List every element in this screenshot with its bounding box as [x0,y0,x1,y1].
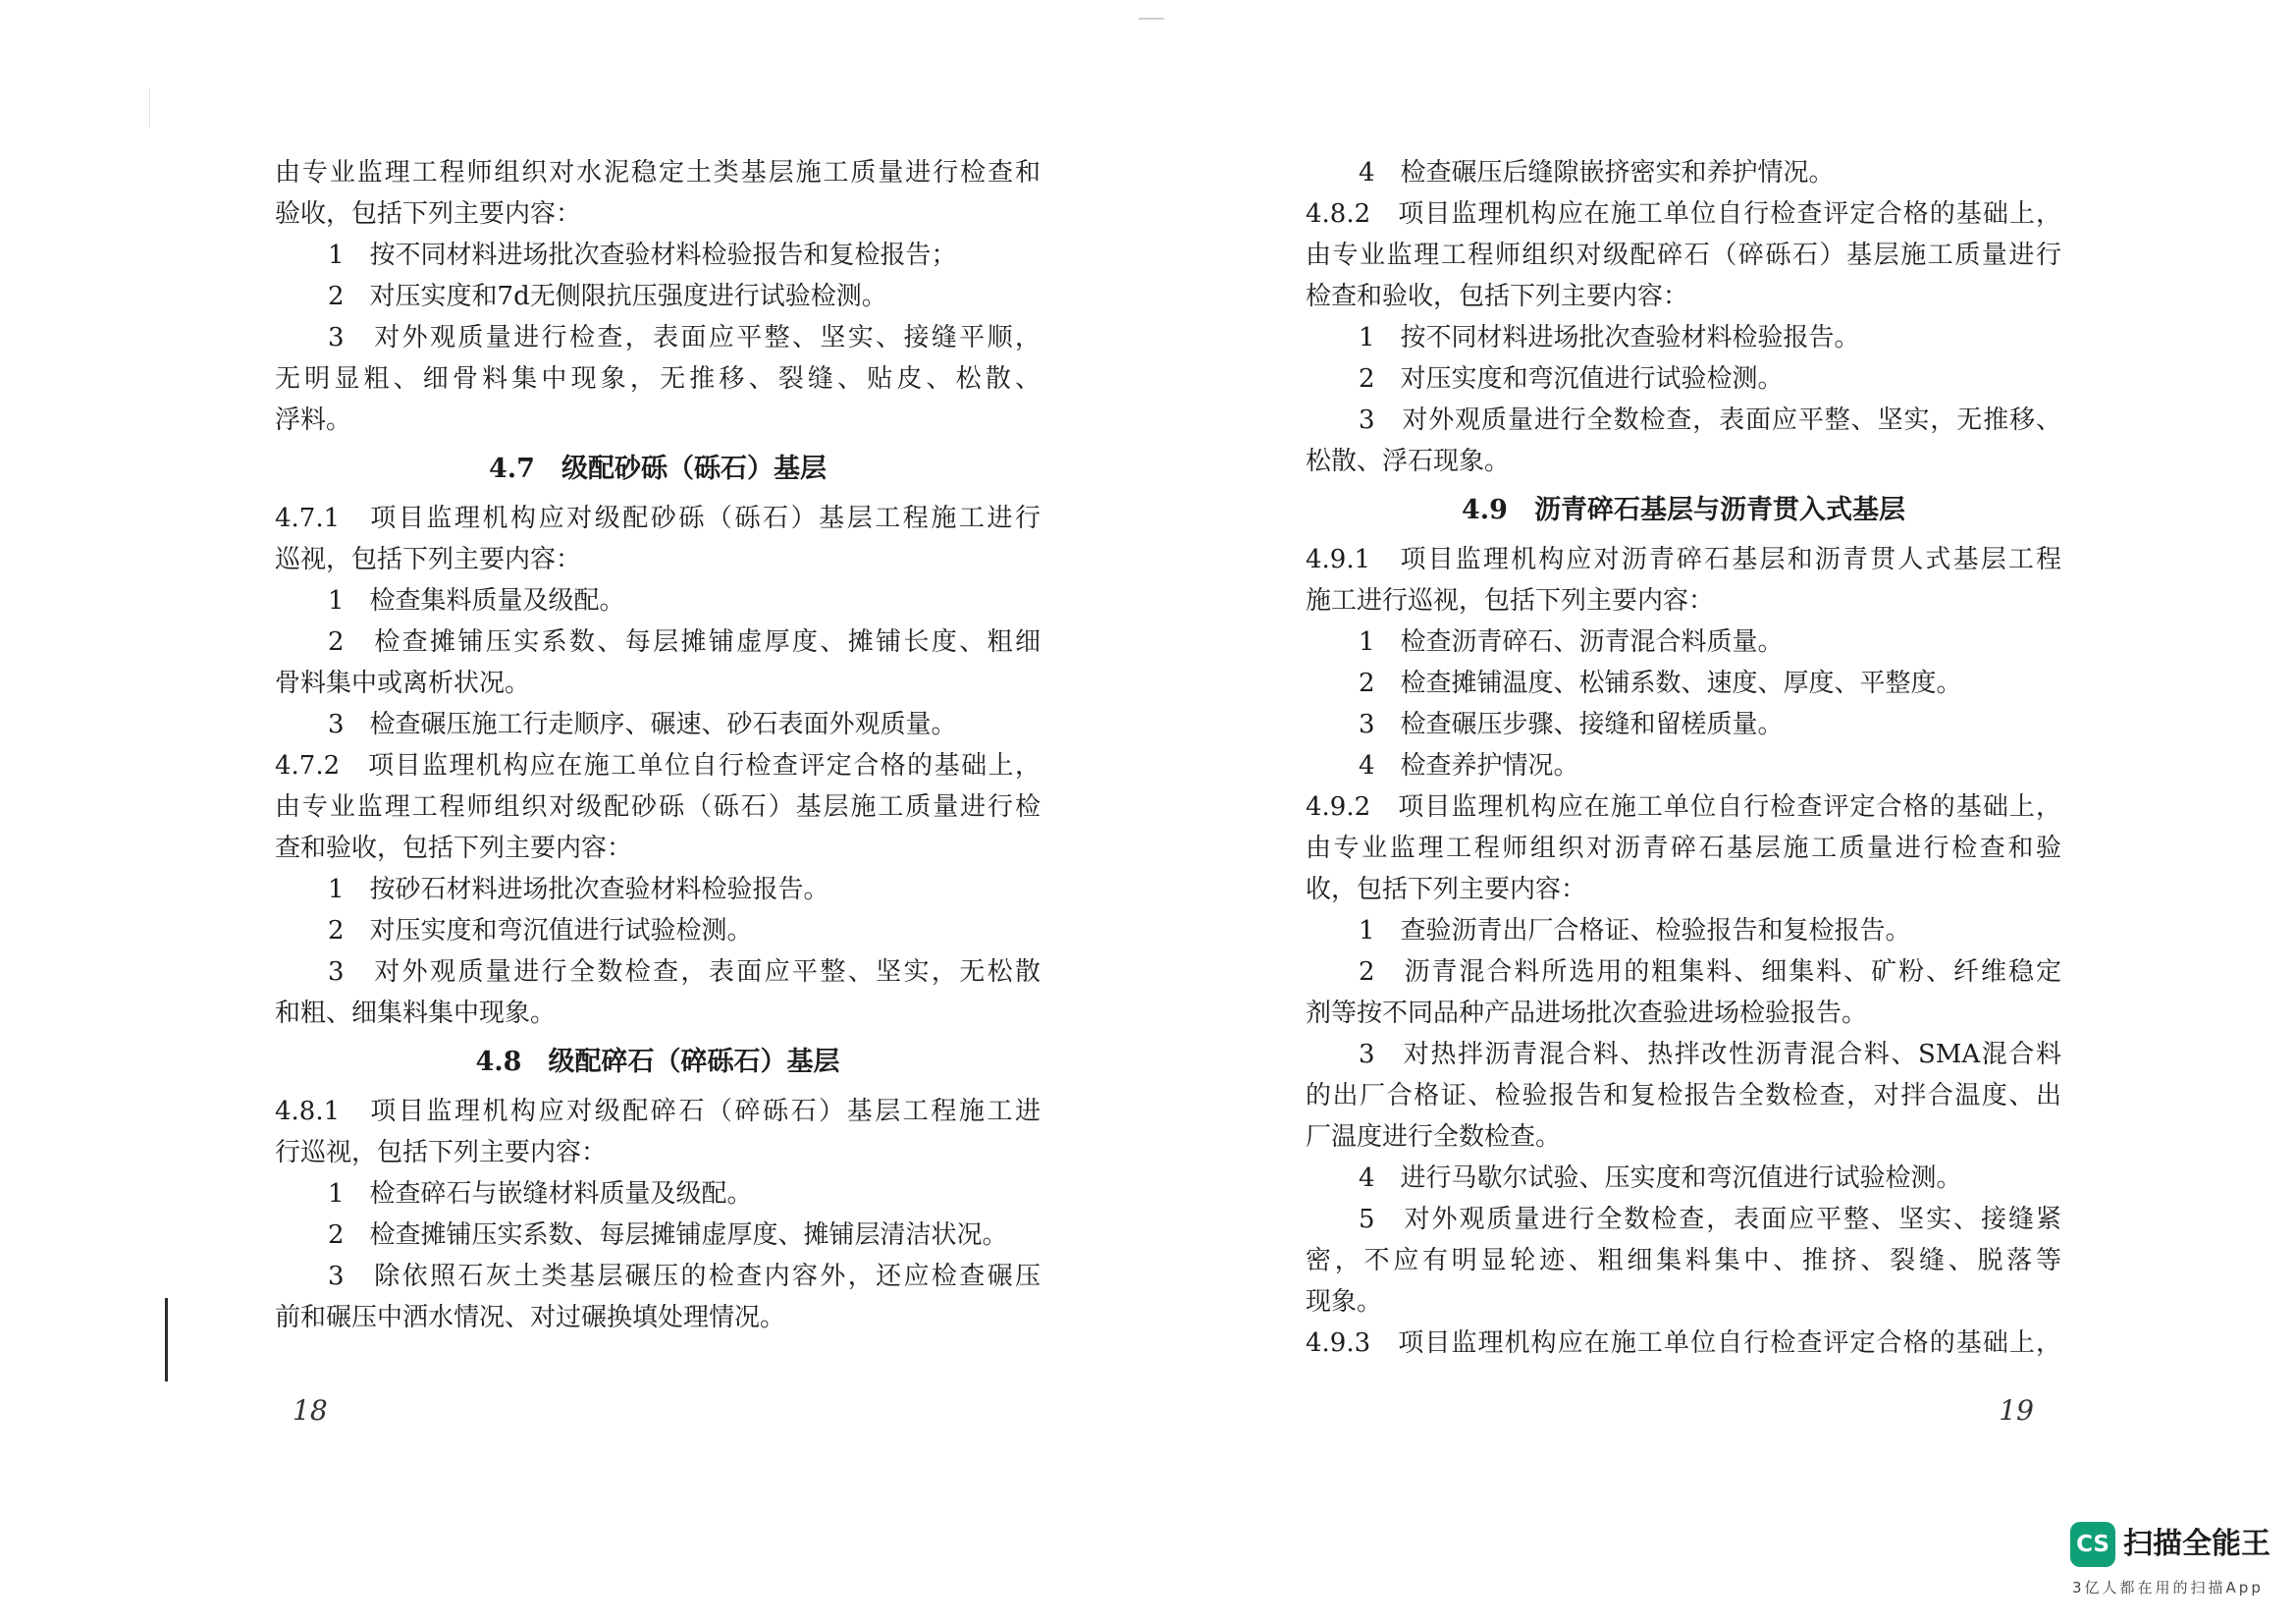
page-number-right: 19 [1999,1394,2034,1427]
text-line: 2 沥青混合料所选用的粗集料、细集料、矿粉、纤维稳定 [1359,957,2061,987]
text-line: 4 进行马歇尔试验、压实度和弯沉值进行试验检测。 [1359,1163,1962,1193]
text-line: 现象。 [1306,1287,1383,1317]
text-line: 1 检查碎石与嵌缝材料质量及级配。 [328,1179,753,1209]
text-line: 行巡视，包括下列主要内容： [275,1138,608,1167]
text-line: 松散、浮石现象。 [1306,447,1511,476]
text-line: 的出厂合格证、检验报告和复检报告全数检查，对拌合温度、出 [1306,1081,2061,1110]
text-line: 4.9.2 项目监理机构应在施工单位自行检查评定合格的基础上， [1306,792,2061,822]
text-line: 1 检查沥青碎石、沥青混合料质量。 [1359,627,1784,657]
section-4-9-lines [1306,539,2061,1364]
text-line: 2 对压实度和7d无侧限抗压强度进行试验检测。 [328,282,887,311]
section-heading-4-8: 4.8 级配碎石（碎砾石）基层 [475,1047,840,1077]
text-line: 和粗、细集料集中现象。 [275,999,557,1028]
text-line: 4 检查养护情况。 [1359,751,1579,781]
text-line: 3 除依照石灰土类基层碾压的检查内容外，还应检查碾压 [328,1262,1041,1291]
left-page-text [275,152,1041,1338]
text-line: 1 按不同材料进场批次查验材料检验报告。 [1359,323,1860,352]
text-line: 3 检查碾压步骤、接缝和留槎质量。 [1359,710,1784,739]
text-line: 4.8.2 项目监理机构应在施工单位自行检查评定合格的基础上， [1306,199,2061,229]
text-line: 由专业监理工程师组织对级配碎石（碎砾石）基层施工质量进行 [1306,241,2061,270]
text-line: 密，不应有明显轮迹、粗细集料集中、推挤、裂缝、脱落等 [1306,1246,2061,1275]
text-line: 验收，包括下列主要内容： [275,199,582,229]
section-heading-4-9: 4.9 沥青碎石基层与沥青贯入式基层 [1462,495,1905,525]
text-line: 5 对外观质量进行全数检查，表面应平整、坚实、接缝紧 [1359,1205,2061,1234]
text-line: 厂温度进行全数检查。 [1306,1122,1562,1152]
text-line: 4.9.3 项目监理机构应在施工单位自行检查评定合格的基础上， [1306,1328,2061,1358]
text-line: 巡视，包括下列主要内容： [275,545,582,574]
right-intro-lines [1306,152,2061,482]
text-line: 1 按砂石材料进场批次查验材料检验报告。 [328,875,829,904]
scan-artifact-left-top [149,88,150,128]
text-line: 4.8.1 项目监理机构应对级配碎石（碎砾石）基层工程施工进 [275,1097,1041,1126]
text-line: 3 对外观质量进行全数检查，表面应平整、坚实，无推移、 [1359,406,2061,435]
text-line: 2 检查摊铺压实系数、每层摊铺虚厚度、摊铺长度、粗细 [328,627,1041,657]
text-line: 3 检查碾压施工行走顺序、碾速、砂石表面外观质量。 [328,710,957,739]
page-number-left: 18 [293,1394,328,1427]
text-line: 无明显粗、细骨料集中现象，无推移、裂缝、贴皮、松散、 [275,364,1041,394]
section-heading-4-7: 4.7 级配砂砾（砾石）基层 [489,454,827,484]
section-4-8-lines [275,1091,1041,1338]
text-line: 4.7.2 项目监理机构应在施工单位自行检查评定合格的基础上， [275,751,1041,781]
camscanner-logo-icon: CS [2070,1522,2115,1567]
text-line: 由专业监理工程师组织对沥青碎石基层施工质量进行检查和验 [1306,834,2061,863]
text-line: 剂等按不同品种产品进场批次查验进场检验报告。 [1306,999,1868,1028]
text-line: 检查和验收，包括下列主要内容： [1306,282,1689,311]
text-line: 2 检查摊铺压实系数、每层摊铺虚厚度、摊铺层清洁状况。 [328,1220,1008,1250]
watermark-subtitle: 3亿人都在用的扫描App [2072,1579,2264,1596]
text-line: 骨料集中或离析状况。 [275,669,531,698]
text-line: 4.9.1 项目监理机构应对沥青碎石基层和沥青贯人式基层工程 [1306,545,2061,574]
text-line: 收，包括下列主要内容： [1306,875,1587,904]
text-line: 前和碾压中洒水情况、对过碾换填处理情况。 [275,1303,786,1332]
section-4-7-lines [275,498,1041,1034]
text-line: 2 对压实度和弯沉值进行试验检测。 [328,916,753,946]
text-line: 由专业监理工程师组织对级配砂砾（砾石）基层施工质量进行检 [275,792,1041,822]
text-line: 浮料。 [275,406,352,435]
text-line: 查和验收，包括下列主要内容： [275,834,633,863]
text-line: 2 检查摊铺温度、松铺系数、速度、厚度、平整度。 [1359,669,1962,698]
scan-artifact-left [165,1298,168,1381]
text-line: 1 检查集料质量及级配。 [328,586,625,616]
text-line: 施工进行巡视，包括下列主要内容： [1306,586,1715,616]
text-line: 1 查验沥青出厂合格证、检验报告和复检报告。 [1359,916,1911,946]
text-line: 3 对外观质量进行全数检查，表面应平整、坚实，无松散 [328,957,1041,987]
text-line: 3 对热拌沥青混合料、热拌改性沥青混合料、SMA混合料 [1359,1040,2061,1069]
watermark-title: 扫描全能王 [2123,1527,2270,1561]
scanner-watermark [2070,1522,2276,1605]
left-intro-lines [275,152,1041,441]
scan-artifact-top [1139,18,1164,20]
text-line: 4 检查碾压后缝隙嵌挤密实和养护情况。 [1359,158,1835,188]
text-line: 4.7.1 项目监理机构应对级配砂砾（砾石）基层工程施工进行 [275,504,1041,533]
text-line: 由专业监理工程师组织对水泥稳定土类基层施工质量进行检查和 [275,158,1041,188]
text-line: 2 对压实度和弯沉值进行试验检测。 [1359,364,1784,394]
right-page-text [1306,152,2061,1364]
text-line: 1 按不同材料进场批次查验材料检验报告和复检报告； [328,241,957,270]
text-line: 3 对外观质量进行检查，表面应平整、坚实、接缝平顺， [328,323,1041,352]
